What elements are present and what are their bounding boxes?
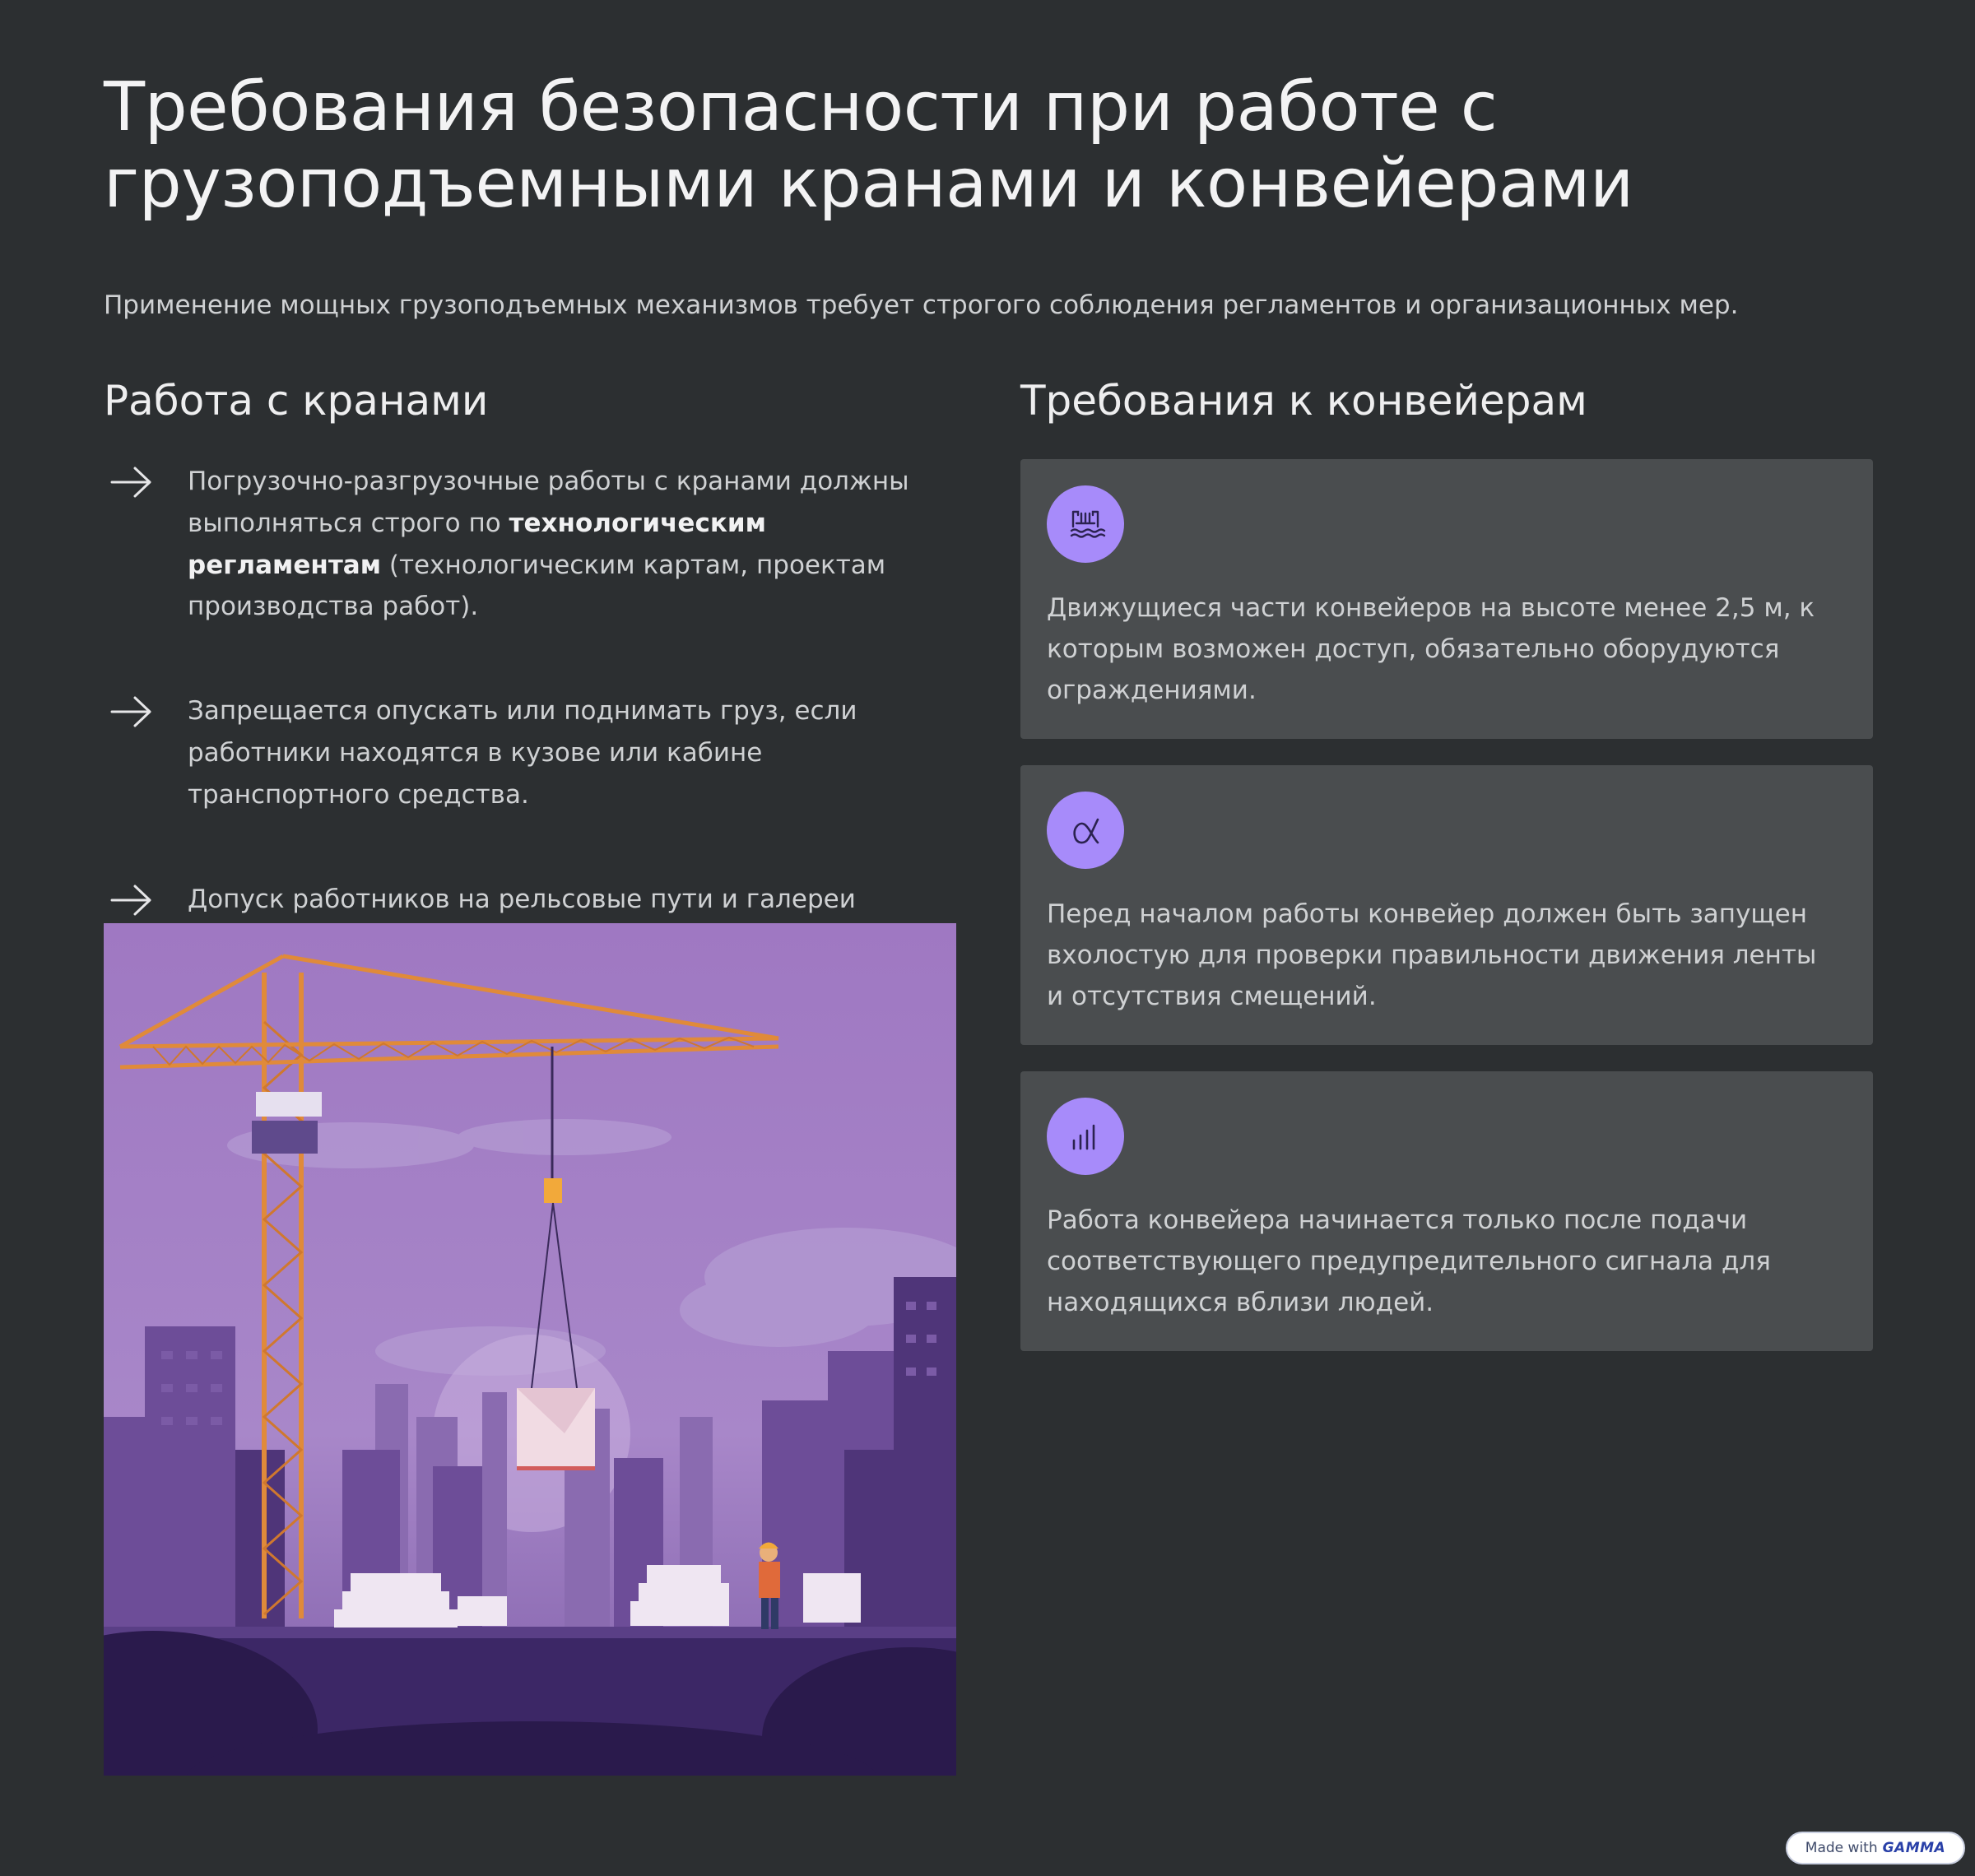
water-barrier-icon [1047, 485, 1124, 563]
crane-illustration [104, 923, 956, 1776]
card-text: Работа конвейера начинается только после подачи соответствующего предупредительного сигнала для находящихся вблизи людей. [1047, 1205, 1771, 1318]
conveyor-card [1020, 765, 1873, 1045]
page-subtitle: Применение мощных грузоподъемных механизмов требует строгого соблюдения регламентов и организационных мер. [104, 290, 1739, 320]
list-item [104, 690, 960, 815]
arrow-right-icon [110, 466, 153, 499]
card-text: Движущиеся части конвейеров на высоте менее 2,5 м, к которым возможен доступ, обязательно оборудуются ограждениями. [1047, 593, 1815, 706]
cranes-heading: Работа с кранами [104, 377, 489, 425]
conveyor-card [1020, 1071, 1873, 1351]
bullet-text: Запрещается опускать или поднимать груз, если работники находятся в кузове или кабине транспортного средства. [188, 696, 857, 810]
made-with-gamma-badge[interactable] [1786, 1832, 1965, 1864]
badge-brand: GAMMA [1882, 1840, 1946, 1856]
arrow-right-icon [110, 884, 153, 917]
conveyor-cards [1020, 459, 1873, 1377]
page-title: Требования безопасности при работе с грузоподъемными кранами и конвейерами [104, 68, 1633, 224]
list-item [104, 461, 960, 628]
card-text: Перед началом работы конвейер должен быть запущен вхолостую для проверки правильности движения ленты и отсутствия смещений. [1047, 899, 1817, 1012]
bullet-text: Допуск работников на рельсовые пути и галереи [188, 884, 856, 914]
badge-prefix: Made with [1805, 1840, 1878, 1856]
conveyor-card [1020, 459, 1873, 739]
bullet-text: Погрузочно-разгрузочные работы с кранами должны выполняться строго по технологическим регламентам (технологическим картам, проектам производства работ). [188, 467, 909, 622]
alpha-icon [1047, 792, 1124, 869]
signal-bars-icon [1047, 1098, 1124, 1175]
conveyors-heading: Требования к конвейерам [1020, 377, 1587, 425]
arrow-right-icon [110, 695, 153, 728]
